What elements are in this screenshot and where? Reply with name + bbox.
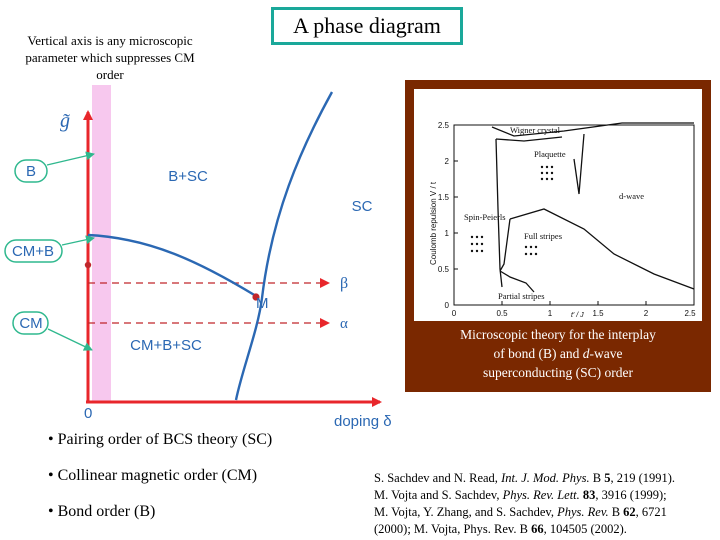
inset-plaquette-top-boundary bbox=[496, 137, 562, 141]
references bbox=[374, 470, 714, 538]
inset-wigner-label: Wigner crystal bbox=[510, 125, 560, 135]
inset-y-tick-1: 0.5 bbox=[437, 265, 449, 274]
y-axis-label: g̃ bbox=[60, 110, 70, 132]
bullet-sc: • Pairing order of BCS theory (SC) bbox=[48, 431, 273, 448]
region-cm-b-sc-label: CM+B+SC bbox=[130, 337, 202, 354]
region-sc-label: SC bbox=[351, 198, 373, 215]
inset-x-tick-3: 1.5 bbox=[592, 309, 604, 318]
reference-line-3: M. Vojta, Y. Zhang, and S. Sachdev, Phys. Rev. B 62, 6721 bbox=[374, 505, 667, 519]
inset-x-tick-0: 0 bbox=[451, 309, 457, 318]
axis-note-line-3: order bbox=[96, 67, 124, 82]
inset-partial-stripes-boundary bbox=[500, 271, 534, 292]
point-m-label: M bbox=[256, 295, 269, 312]
reference-line-2: M. Vojta and S. Sachdev, Phys. Rev. Lett. 83, 3916 (1999); bbox=[374, 488, 667, 502]
inset-caption-line-1: Microscopic theory for the interplay bbox=[460, 327, 656, 342]
inset-y-tick-0: 0 bbox=[444, 301, 449, 310]
callout-cm-label: CM bbox=[19, 315, 43, 332]
x-axis-label: doping δ bbox=[334, 413, 392, 430]
callout-cm-b-label: CM+B bbox=[11, 243, 55, 260]
inset-y-label: Coulomb repulsion V / t bbox=[429, 181, 438, 265]
region-b-sc-label: B+SC bbox=[168, 168, 208, 185]
inset-plaquette-label: Plaquette bbox=[534, 149, 566, 159]
inset-y-tick-2: 1 bbox=[444, 229, 449, 238]
reference-line-4: (2000); M. Vojta, Phys. Rev. B 66, 104505 (2002). bbox=[374, 522, 627, 536]
inset-phase-diagram bbox=[414, 89, 702, 321]
inset-x-tick-5: 2.5 bbox=[684, 309, 696, 318]
origin-label: 0 bbox=[84, 405, 93, 422]
inset-y-tick-5: 2.5 bbox=[437, 121, 449, 130]
inset-x-tick-4: 2 bbox=[643, 309, 649, 318]
inset-x-tick-1: 0.5 bbox=[496, 309, 508, 318]
axis-point bbox=[85, 262, 91, 268]
bullet-b: • Bond order (B) bbox=[48, 503, 156, 520]
inset-caption-line-3: superconducting (SC) order bbox=[483, 365, 633, 380]
axis-note-line-1: Vertical axis is any microscopic bbox=[27, 33, 193, 48]
sc-boundary-curve bbox=[236, 92, 332, 400]
inset-panel bbox=[405, 80, 711, 392]
pink-band bbox=[92, 85, 111, 403]
callout-cm-arrow bbox=[48, 329, 92, 350]
inset-y-tick-4: 2 bbox=[444, 157, 449, 166]
inset-caption bbox=[415, 325, 701, 382]
bullet-cm: • Collinear magnetic order (CM) bbox=[48, 467, 258, 484]
inset-x-tick-2: 1 bbox=[547, 309, 553, 318]
axis-note-line-2: parameter which suppresses CM bbox=[25, 50, 195, 65]
alpha-label: α bbox=[340, 316, 348, 332]
inset-spin-peierls-label: Spin-Peierls bbox=[464, 212, 506, 222]
inset-stripes-boundary bbox=[510, 209, 694, 289]
inset-plaquette-right-boundary bbox=[574, 134, 584, 194]
inset-d-wave-label: d-wave bbox=[619, 191, 645, 201]
cm-boundary-curve bbox=[88, 235, 256, 296]
inset-plot-area bbox=[414, 89, 702, 321]
slide-title: A phase diagram bbox=[271, 7, 463, 45]
inset-caption-line-2: of bond (B) and d-wave bbox=[493, 346, 623, 361]
inset-partial-stripes-label: Partial stripes bbox=[498, 291, 545, 301]
inset-x-label: t′ / J bbox=[571, 312, 584, 319]
callout-b-label: B bbox=[25, 163, 37, 180]
reference-line-1: S. Sachdev and N. Read, Int. J. Mod. Phys. B 5, 219 (1991). bbox=[374, 471, 676, 485]
inset-y-tick-3: 1.5 bbox=[437, 193, 449, 202]
beta-label: β bbox=[340, 275, 349, 292]
inset-full-stripes-label: Full stripes bbox=[524, 231, 563, 241]
inset-spin-peierls-boundary bbox=[500, 219, 510, 271]
